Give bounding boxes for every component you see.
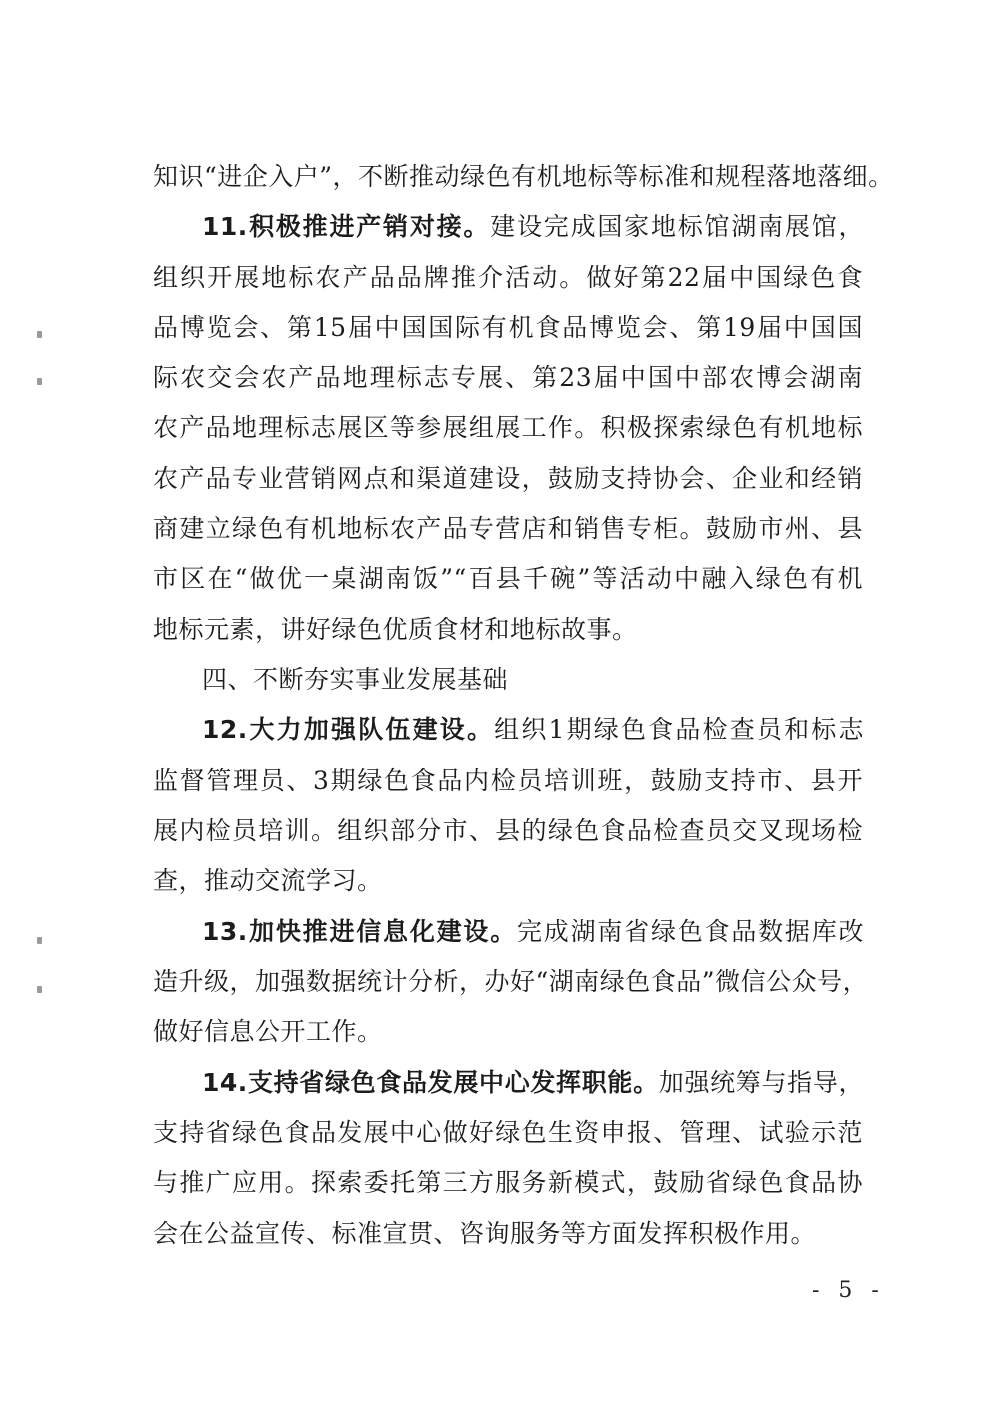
body-text: 完成湖南省绿色食品数据库改 bbox=[517, 917, 864, 946]
body-text: 做好信息公开工作。 bbox=[153, 1017, 383, 1046]
body-text: 支持省绿色食品发展中心做好绿色生资申报、管理、试验示范 bbox=[153, 1118, 863, 1147]
body-text: 查，推动交流学习。 bbox=[153, 866, 383, 895]
paragraph-line bbox=[153, 612, 863, 648]
paragraph-line bbox=[153, 863, 863, 899]
body-text: 知识“进企入户”，不断推动绿色有机地标等标准和规程落地落细。 bbox=[153, 162, 894, 191]
body-text: 农产品专业营销网点和渠道建设，鼓励支持协会、企业和经销 bbox=[153, 464, 863, 493]
paragraph-line bbox=[153, 511, 863, 547]
body-text: 品博览会、第15届中国国际有机食品博览会、第19届中国国 bbox=[153, 313, 863, 342]
paragraph-line bbox=[153, 260, 863, 296]
body-text: 会在公益宣传、标准宣贯、咨询服务等方面发挥积极作用。 bbox=[153, 1219, 817, 1248]
body-text: 农产品地理标志展区等参展组展工作。积极探索绿色有机地标 bbox=[153, 413, 863, 442]
body-text: 商建立绿色有机地标农产品专营店和销售专柜。鼓励市州、县 bbox=[153, 514, 863, 543]
body-text: 组织开展地标农产品品牌推介活动。做好第22届中国绿色食 bbox=[153, 263, 863, 292]
paragraph-line bbox=[153, 1165, 863, 1201]
body-text: 监督管理员、3期绿色食品内检员培训班，鼓励支持市、县开 bbox=[153, 766, 863, 795]
body-text: 与推广应用。探索委托第三方服务新模式，鼓励省绿色食品协 bbox=[153, 1168, 863, 1197]
paragraph-line bbox=[153, 1216, 863, 1252]
paragraph-line bbox=[153, 360, 863, 396]
paragraph-line bbox=[153, 561, 863, 597]
item-13-heading-line bbox=[202, 914, 864, 950]
item-11-heading-line bbox=[202, 209, 864, 245]
binding-hole-mark bbox=[37, 937, 42, 944]
body-text: 加强统筹与指导， bbox=[658, 1068, 864, 1097]
section-heading-line bbox=[202, 662, 864, 698]
item-14-heading-line bbox=[202, 1065, 864, 1101]
paragraph-line bbox=[153, 310, 863, 346]
body-text: 造升级，加强数据统计分析，办好“湖南绿色食品”微信公众号， bbox=[153, 967, 869, 996]
item-11-title: 11.积极推进产销对接。 bbox=[202, 212, 491, 241]
item-12-heading-line bbox=[202, 712, 864, 748]
section-heading: 四、不断夯实事业发展基础 bbox=[202, 665, 509, 694]
body-text: 际农交会农产品地理标志专展、第23届中国中部农博会湖南 bbox=[153, 363, 863, 392]
binding-hole-mark bbox=[37, 986, 42, 993]
body-text: 展内检员培训。组织部分市、县的绿色食品检查员交叉现场检 bbox=[153, 816, 863, 845]
body-text: 组织1期绿色食品检查员和标志 bbox=[494, 715, 864, 744]
paragraph-line bbox=[153, 763, 863, 799]
paragraph-line bbox=[153, 964, 869, 1000]
body-text: 市区在“做优一桌湖南饭”“百县千碗”等活动中融入绿色有机 bbox=[153, 564, 863, 593]
item-14-title: 14.支持省绿色食品发展中心发挥职能。 bbox=[202, 1068, 659, 1097]
paragraph-line bbox=[153, 1115, 863, 1151]
binding-hole-mark bbox=[37, 331, 42, 338]
item-13-title: 13.加快推进信息化建设。 bbox=[202, 917, 517, 946]
paragraph-line bbox=[153, 1014, 863, 1050]
page-number: - 5 - bbox=[812, 1278, 885, 1303]
binding-hole-mark bbox=[37, 378, 42, 385]
body-text: 建设完成国家地标馆湖南展馆， bbox=[490, 212, 864, 241]
item-12-title: 12.大力加强队伍建设。 bbox=[202, 715, 495, 744]
body-text: 地标元素，讲好绿色优质食材和地标故事。 bbox=[153, 615, 638, 644]
paragraph-line bbox=[153, 410, 863, 446]
paragraph-line bbox=[153, 813, 863, 849]
paragraph-line bbox=[153, 461, 863, 497]
paragraph-line bbox=[153, 159, 894, 195]
